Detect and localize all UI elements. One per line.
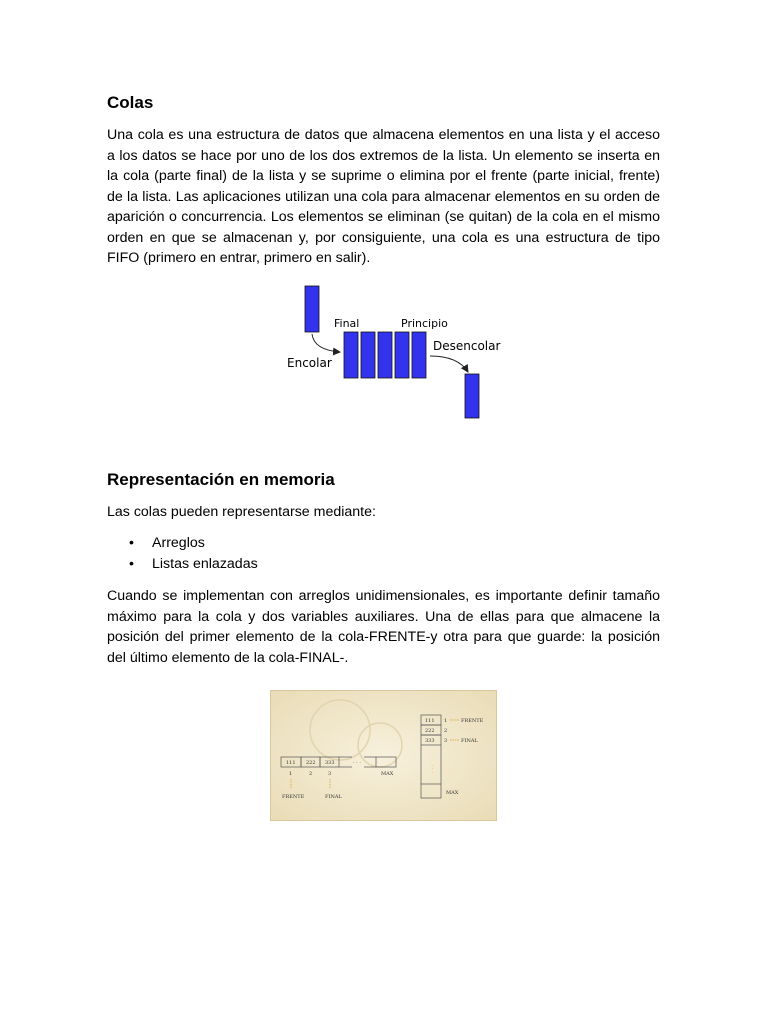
paragraph-colas: Una cola es una estructura de datos que almacena elementos en una lista y el acceso a los datos se hace por uno de los dos extremos de la lista. Un elemento se inserta en la cola (parte final) de la lista y se suprime o elimina por el frente (parte inicial, frente) de la lista. Las aplicaciones utilizan una cola para almacenar elementos en su orden de aparición o concurrencia. Los elementos se eliminan (se quitan) de la cola en el mismo orden en que se almacenan y, por consiguiente, una cola es una estructura de tipo FIFO (primero en entrar, primero en salir). <box>107 127 660 266</box>
h-cell-value: 222 <box>306 760 316 766</box>
list-item: • Listas enlazadas <box>107 554 258 575</box>
v-cell-value: 333 <box>425 738 435 744</box>
queue-element-block <box>395 332 409 378</box>
h-final-label: FINAL <box>325 794 342 800</box>
h-max-label: MAX <box>381 771 394 777</box>
label-desencolar: Desencolar <box>433 339 501 353</box>
queue-element-block <box>412 332 426 378</box>
h-array-dots: · · · <box>353 760 361 766</box>
memory-representation-figure <box>270 690 497 821</box>
v-cell-value: 222 <box>425 728 435 734</box>
h-frente-label: FRENTE <box>282 794 305 800</box>
section-title-colas: Colas <box>107 93 154 112</box>
v-cell-index: 3 <box>444 738 448 744</box>
v-frente-label: FRENTE <box>461 718 484 724</box>
incoming-element-block <box>305 286 319 332</box>
enqueue-arrow <box>312 334 340 352</box>
label-encolar: Encolar <box>287 356 332 370</box>
label-principio: Principio <box>401 317 448 330</box>
v-array-dots: · · · <box>429 765 435 773</box>
paragraph-arreglos: Cuando se implementan con arreglos unidimensionales, es importante definir tamaño máximo para la cola y dos variables auxiliares. Una de ellas para que almacene la posición del primer elemento de la cola-FRENTE-y otra para que guarde: la posición del último elemento de la cola-FINAL-. <box>107 588 660 666</box>
h-cell-value: 111 <box>286 760 296 766</box>
queue-element-block <box>378 332 392 378</box>
h-cell-index: 2 <box>309 771 313 777</box>
dequeued-element-block <box>465 374 479 418</box>
h-cell-index: 3 <box>328 771 332 777</box>
v-final-label: FINAL <box>461 738 478 744</box>
queue-element-block <box>361 332 375 378</box>
bullet-list <box>107 533 258 575</box>
h-cell-value: 333 <box>325 760 335 766</box>
section-title-representacion: Representación en memoria <box>107 470 335 489</box>
paragraph-intro: Las colas pueden representarse mediante: <box>107 504 376 520</box>
h-cell-index: 1 <box>289 771 293 777</box>
list-item: • Arreglos <box>107 533 258 554</box>
dequeue-arrow <box>430 356 468 372</box>
v-max-label: MAX <box>446 790 459 796</box>
v-cell-index: 1 <box>444 718 448 724</box>
queue-element-block <box>344 332 358 378</box>
v-cell-index: 2 <box>444 728 448 734</box>
label-final: Final <box>334 317 360 330</box>
queue-diagram <box>280 282 520 422</box>
v-cell-value: 111 <box>425 718 435 724</box>
figure-background <box>270 690 497 821</box>
